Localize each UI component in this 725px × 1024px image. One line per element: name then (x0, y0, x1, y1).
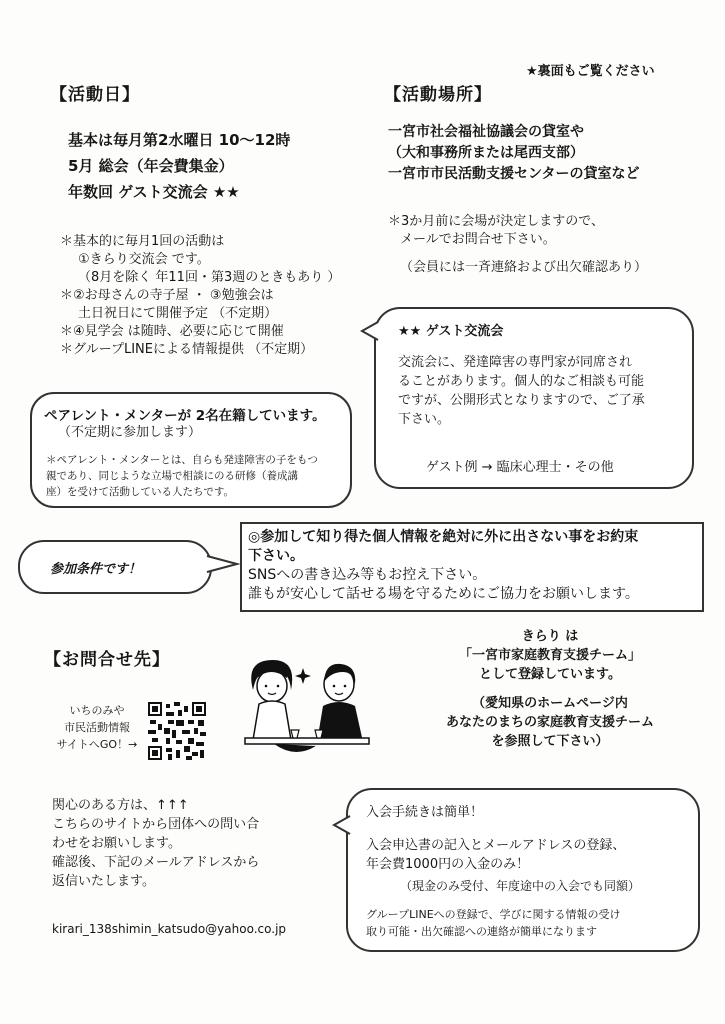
place-lines (388, 122, 639, 185)
condition-line: 誰もが安心して話せる場を守るためにご協力をお願いします。 (248, 586, 639, 602)
activity-schedule (68, 127, 290, 205)
place-note: （会員には一斉連絡および出欠確認あり） (400, 260, 648, 275)
schedule-line: 5月 総会（年会費集金） (68, 157, 234, 175)
mentor-sub: （不定期に参加します） (58, 425, 202, 440)
contact-body-line: わせをお願いします。 (52, 836, 181, 851)
mentor-note-line: 親であり、同じような立場で相談にのる研修（養成講 (46, 470, 298, 482)
condition-line: 下さい。 (248, 548, 304, 564)
join-note: （現金のみ受付、年度途中の入会でも同額） (400, 879, 641, 893)
place-line: 一宮市社会福祉協議会の貸室や (388, 124, 584, 140)
place-line: （大和事務所または尾西支部） (388, 145, 584, 161)
contact-body-line: 関心のある方は、↑↑↑ (52, 798, 189, 813)
note-line: ＊基本的に毎月1回の活動は (60, 234, 225, 249)
note-line: ＊④見学会 は随時、必要に応じて開催 (60, 324, 284, 339)
contact-email[interactable]: kirari_138shimin_katsudo@yahoo.co.jp (52, 922, 287, 936)
registration-line: として登録しています。 (479, 667, 621, 682)
place-heading: 【活動場所】 (384, 85, 492, 105)
conditions-label: 参加条件です！ (50, 562, 142, 577)
guest-body-line: ることがあります。個人的なご相談も可能 (398, 374, 644, 389)
note-line: （8月を除く 年11回・第3週のときもあり ） (78, 270, 341, 285)
line-info-line: 取り可能・出欠確認への連絡が簡単になります (366, 925, 597, 938)
join-line: 年会費1000円の入金のみ！ (366, 857, 530, 872)
mentor-bubble (30, 392, 352, 508)
join-title: 入会手続きは簡単！ (366, 805, 484, 820)
guest-body-line: 下さい。 (398, 412, 451, 427)
contact-body-line: 返信いたします。 (52, 874, 155, 889)
conditions-label-tail (205, 552, 241, 576)
registration-line: きらり は (521, 629, 579, 644)
guest-body (398, 353, 645, 429)
mentor-title: ペアレント・メンターが 2名在籍しています。 (44, 408, 326, 424)
guest-title: ★★ ゲスト交流会 (398, 324, 504, 339)
condition-line: SNSへの書き込み等もお控え下さい。 (248, 567, 487, 583)
qr-code-icon[interactable] (148, 702, 206, 760)
qr-label-line: いちのみや (69, 704, 125, 717)
activity-notes (60, 233, 340, 359)
join-bubble-tail (332, 812, 352, 838)
conditions-label-bubble (18, 540, 212, 594)
qr-label (52, 702, 142, 753)
guest-bubble-tail (360, 318, 380, 344)
contact-body-line: 確認後、下記のメールアドレスから (52, 855, 260, 870)
registration-ref: を参照して下さい） (491, 734, 609, 749)
activity-heading: 【活動日】 (50, 85, 140, 105)
schedule-line: 基本は毎月第2水曜日 10～12時 (68, 131, 291, 149)
contact-heading: 【お問合せ先】 (44, 650, 170, 670)
conditions-lines (248, 528, 639, 604)
join-line-info (366, 906, 620, 940)
conditions-box (240, 522, 704, 612)
mentor-note-line: 座）を受けて活動している人たちです。 (46, 486, 235, 498)
note-line: 土日祝日にて開催予定 （不定期） (78, 306, 278, 321)
place-notes (388, 213, 647, 277)
guest-example: ゲスト例 → 臨床心理士・その他 (426, 460, 614, 475)
contact-body-line: こちらのサイトから団体への問い合 (52, 817, 260, 832)
contact-body (52, 796, 259, 891)
guest-body-line: ですが、公開形式となりますので、ご了承 (398, 393, 645, 408)
mentor-note-line: ＊ペアレント・メンターとは、自らも発達障害の子をもつ (46, 454, 318, 466)
note-line: ＊②お母さんの寺子屋 ・ ③勉強会は (60, 288, 274, 303)
schedule-line: 年数回 ゲスト交流会 ★★ (68, 183, 240, 201)
guest-body-line: 交流会に、発達障害の専門家が同席され (398, 355, 633, 370)
join-bubble (346, 788, 700, 952)
mentor-note (46, 452, 318, 500)
registration-info (400, 627, 700, 751)
qr-label-line: 市民活動情報 (64, 721, 130, 734)
join-line: 入会申込書の記入とメールアドレスの登録、 (366, 838, 626, 853)
back-side-notice: ★裏面もご覧ください (526, 64, 655, 79)
qr-label-line: サイトへGO！→ (56, 738, 138, 751)
note-line: ＊グループLINEによる情報提供 （不定期） (60, 342, 314, 357)
place-note: ＊3か月前に会場が決定しますので、 (388, 214, 605, 229)
guest-bubble (374, 307, 694, 489)
registration-ref: あなたのまちの家庭教育支援チーム (445, 715, 654, 730)
join-lines (366, 836, 625, 874)
registration-ref: （愛知県のホームページ内 (472, 696, 628, 711)
registration-line: 「一宮市家庭教育支援チーム」 (458, 648, 641, 663)
line-info-line: グループLINEへの登録で、学びに関する情報の受け (366, 908, 621, 921)
place-note: メールでお問合せ下さい。 (400, 232, 556, 247)
condition-line: ◎参加して知り得た個人情報を絶対に外に出さない事をお約束 (248, 529, 639, 545)
parents-chatting-illustration (235, 650, 375, 760)
place-line: 一宮市市民活動支援センターの貸室など (388, 166, 640, 182)
note-line: ①きらり交流会 です。 (78, 252, 210, 267)
